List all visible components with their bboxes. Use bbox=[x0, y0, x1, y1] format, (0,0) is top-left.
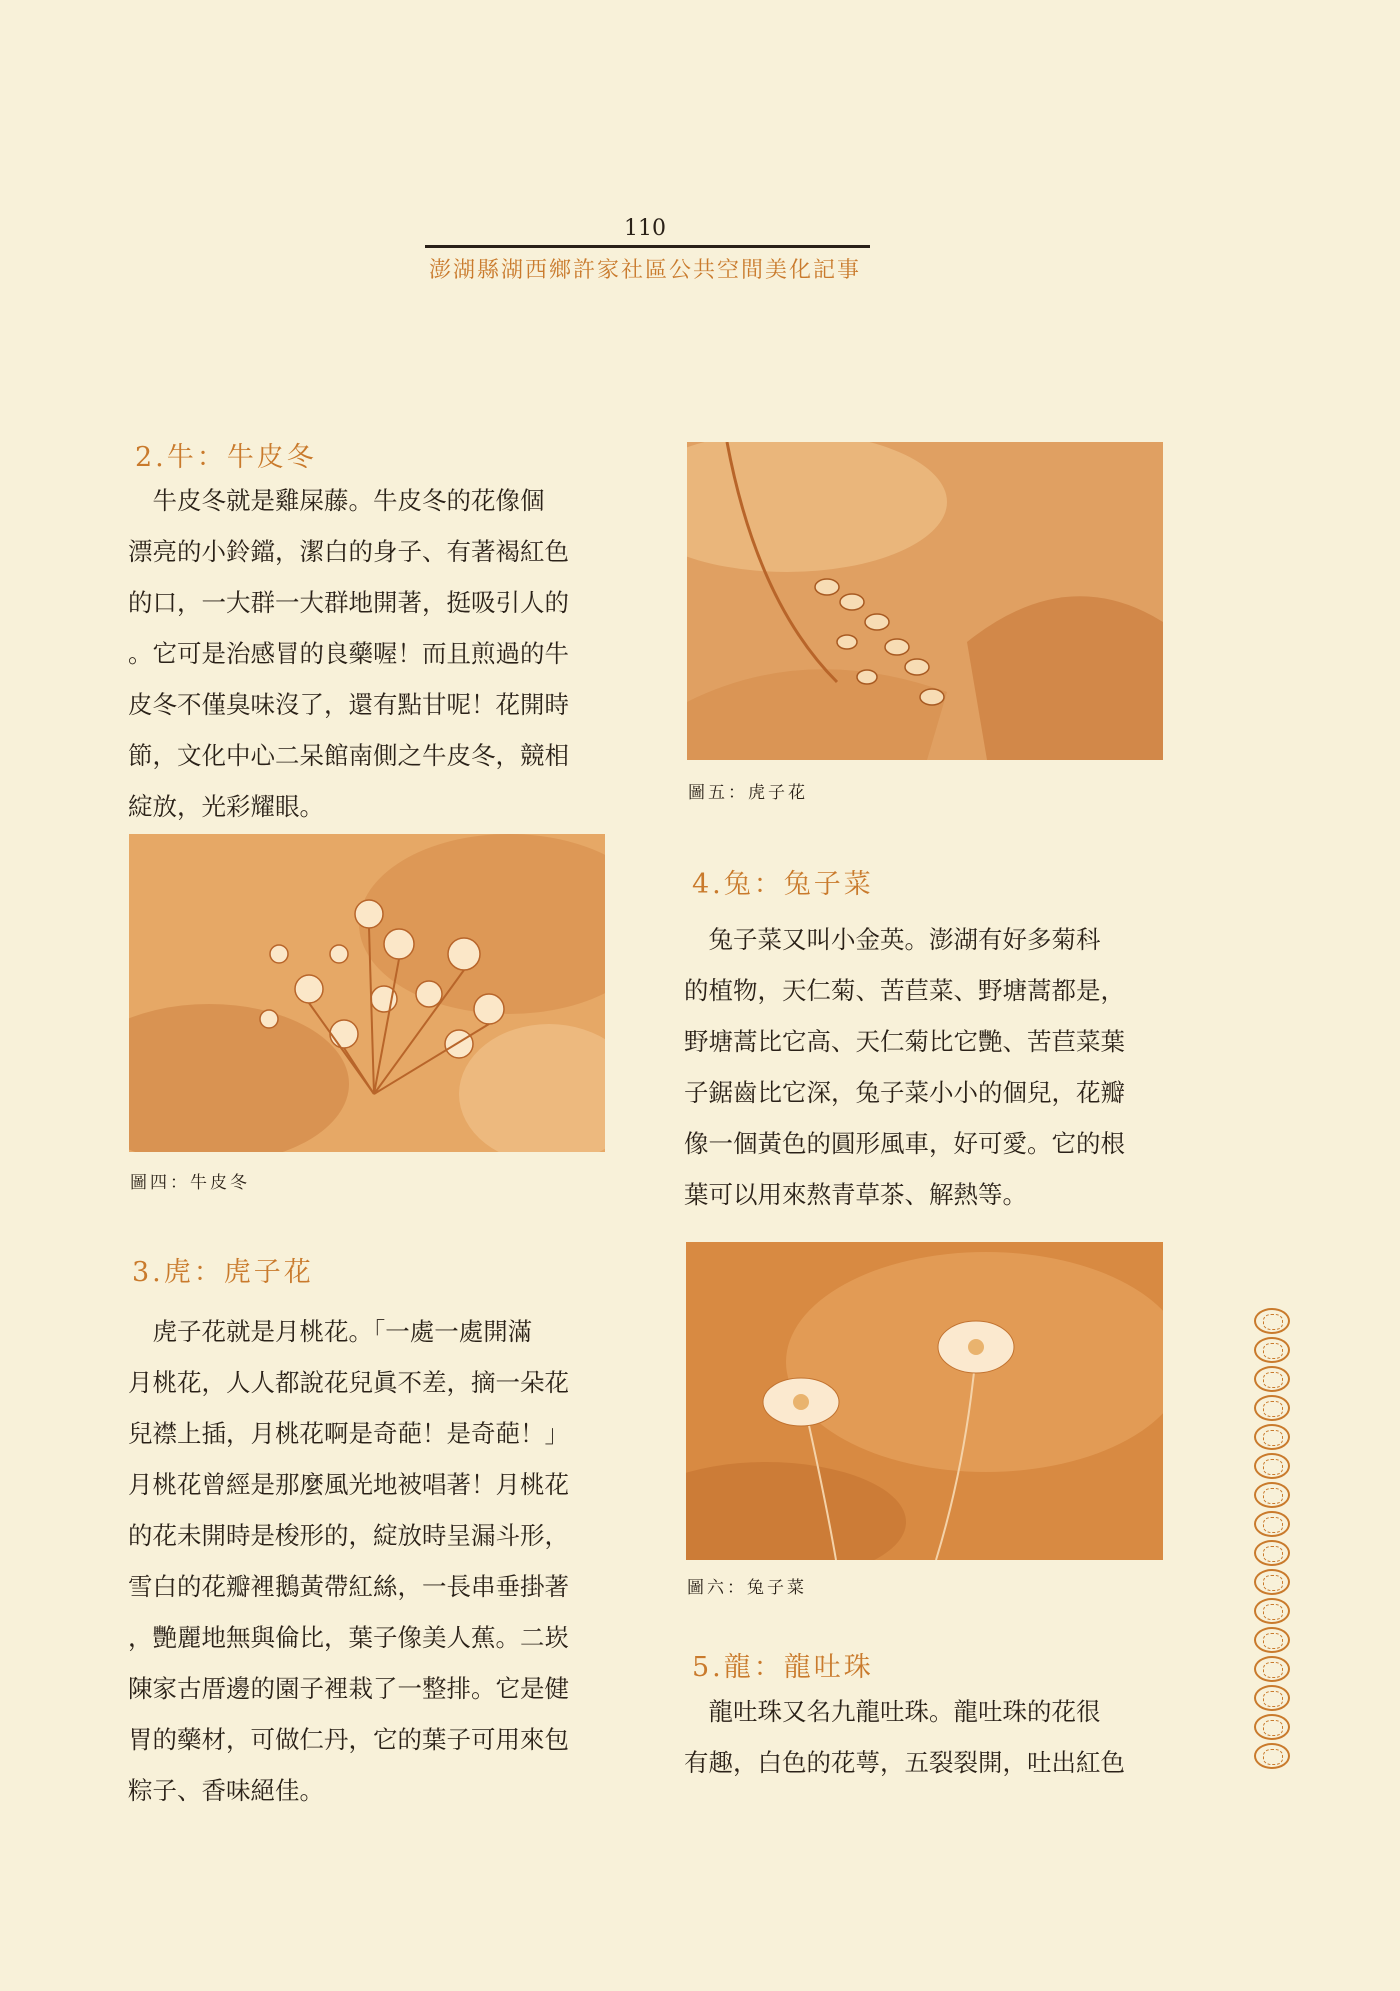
decorative-seal-icon bbox=[1254, 1395, 1290, 1421]
section-heading-niupidong: 2.牛：牛皮冬 bbox=[135, 442, 317, 473]
section-heading-huzihua: 3.虎：虎子花 bbox=[132, 1257, 314, 1288]
body-line: 。它可是治感冒的良藥喔！而且煎過的牛 bbox=[128, 639, 569, 668]
body-line: 陳家古厝邊的園子裡栽了一整排。它是健 bbox=[128, 1674, 569, 1703]
body-line: 月桃花曾經是那麼風光地被唱著！月桃花 bbox=[128, 1470, 569, 1499]
body-line: 綻放，光彩耀眼。 bbox=[128, 792, 324, 821]
body-line: 胃的藥材，可做仁丹，它的葉子可用來包 bbox=[128, 1725, 569, 1754]
body-line: 牛皮冬就是雞屎藤。牛皮冬的花像個 bbox=[128, 486, 545, 515]
photo-huzihua bbox=[687, 442, 1163, 760]
body-line: 月桃花，人人都說花兒眞不差，摘一朵花 bbox=[128, 1368, 569, 1397]
body-line: 皮冬不僅臭味沒了，還有點甘呢！花開時 bbox=[128, 690, 569, 719]
decorative-seal-icon bbox=[1254, 1308, 1290, 1334]
body-line: 子鋸齒比它深，兔子菜小小的個兒，花瓣 bbox=[684, 1078, 1125, 1107]
body-line: 的植物，天仁菊、苦苣菜、野塘蒿都是， bbox=[684, 976, 1125, 1005]
flower-photo-icon bbox=[129, 834, 605, 1152]
page-number: 110 bbox=[624, 216, 666, 241]
body-line: 的口，一大群一大群地開著，挺吸引人的 bbox=[128, 588, 569, 617]
body-line: 漂亮的小鈴鐺，潔白的身子、有著褐紅色 bbox=[128, 537, 569, 566]
section-heading-tuzicai: 4.兔：兔子菜 bbox=[692, 869, 874, 900]
decorative-seal-icon bbox=[1254, 1453, 1290, 1479]
decorative-seal-icon bbox=[1254, 1714, 1290, 1740]
section-body-niupidong bbox=[128, 475, 598, 832]
decorative-seal-icon bbox=[1254, 1366, 1290, 1392]
body-line: 龍吐珠又名九龍吐珠。龍吐珠的花很 bbox=[684, 1697, 1101, 1726]
decorative-seal-icon bbox=[1254, 1598, 1290, 1624]
body-line: 兔子菜又叫小金英。澎湖有好多菊科 bbox=[684, 925, 1101, 954]
decorative-seal-icon bbox=[1254, 1743, 1290, 1769]
decorative-seal-column bbox=[1252, 1308, 1292, 1908]
flower-photo-icon bbox=[686, 1242, 1163, 1560]
decorative-seal-icon bbox=[1254, 1482, 1290, 1508]
decorative-seal-icon bbox=[1254, 1540, 1290, 1566]
section-body-longtuzhu bbox=[684, 1686, 1159, 1788]
body-line: 節，文化中心二呆館南側之牛皮冬，競相 bbox=[128, 741, 569, 770]
figure-caption: 圖四：牛皮冬 bbox=[130, 1173, 250, 1193]
body-line: ，艷麗地無與倫比，葉子像美人蕉。二崁 bbox=[128, 1623, 569, 1652]
photo-niupidong bbox=[129, 834, 605, 1152]
running-title: 澎湖縣湖西鄉許家社區公共空間美化記事 bbox=[428, 258, 861, 283]
decorative-seal-icon bbox=[1254, 1424, 1290, 1450]
body-line: 有趣，白色的花萼，五裂裂開，吐出紅色 bbox=[684, 1748, 1125, 1777]
body-line: 兒襟上插，月桃花啊是奇葩！是奇葩！」 bbox=[128, 1419, 569, 1448]
decorative-seal-icon bbox=[1254, 1685, 1290, 1711]
header-rule bbox=[425, 245, 870, 248]
figure-caption: 圖五：虎子花 bbox=[688, 783, 808, 803]
figure-caption: 圖六：兔子菜 bbox=[687, 1578, 807, 1598]
flower-photo-icon bbox=[687, 442, 1163, 760]
decorative-seal-icon bbox=[1254, 1511, 1290, 1537]
body-line: 葉可以用來熬青草茶、解熱等。 bbox=[684, 1180, 1027, 1209]
body-line: 雪白的花瓣裡鵝黃帶紅絲，一長串垂掛著 bbox=[128, 1572, 569, 1601]
section-heading-longtuzhu: 5.龍：龍吐珠 bbox=[692, 1652, 874, 1683]
body-line: 野塘蒿比它高、天仁菊比它艷、苦苣菜葉 bbox=[684, 1027, 1125, 1056]
body-line: 的花未開時是梭形的，綻放時呈漏斗形， bbox=[128, 1521, 569, 1550]
body-line: 粽子、香味絕佳。 bbox=[128, 1776, 324, 1805]
section-body-tuzicai bbox=[684, 914, 1159, 1220]
body-line: 像一個黃色的圓形風車，好可愛。它的根 bbox=[684, 1129, 1125, 1158]
decorative-seal-icon bbox=[1254, 1569, 1290, 1595]
decorative-seal-icon bbox=[1254, 1627, 1290, 1653]
section-body-huzihua bbox=[128, 1306, 598, 1816]
photo-tuzicai bbox=[686, 1242, 1163, 1560]
body-line: 虎子花就是月桃花。「一處一處開滿 bbox=[128, 1317, 533, 1346]
decorative-seal-icon bbox=[1254, 1656, 1290, 1682]
decorative-seal-icon bbox=[1254, 1337, 1290, 1363]
